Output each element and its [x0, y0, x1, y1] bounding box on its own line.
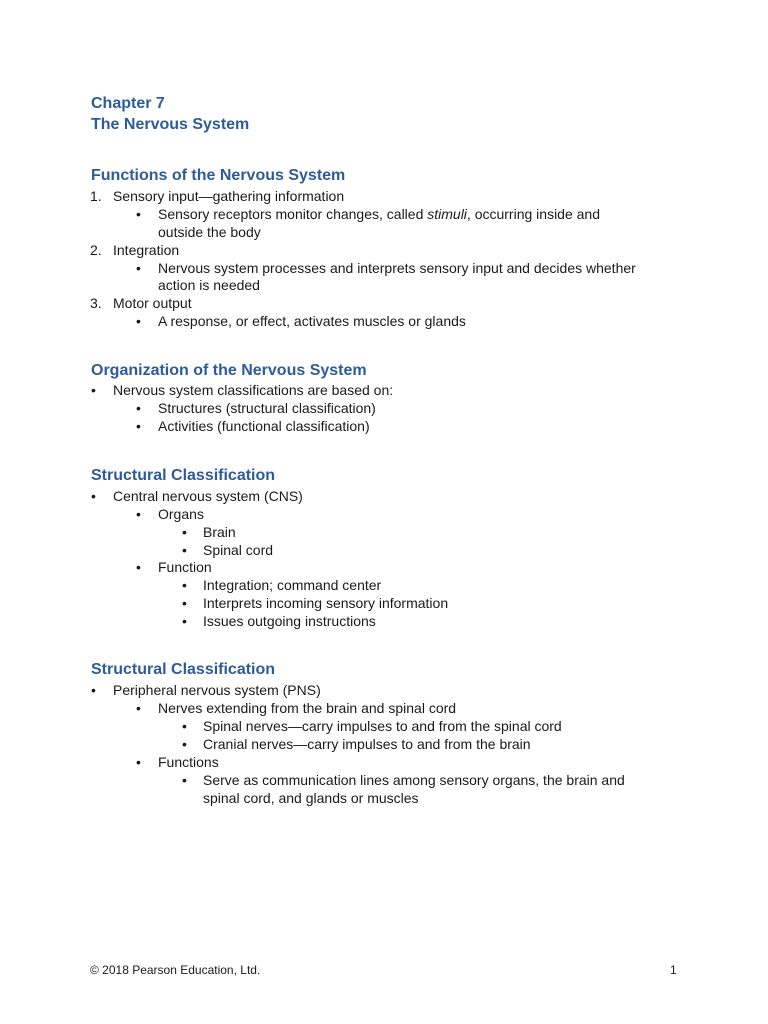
list-text: A response, or effect, activates muscles or glands	[158, 313, 466, 329]
list-text: Integration; command center	[203, 577, 382, 593]
section-heading-functions: Functions of the Nervous System	[91, 167, 346, 184]
list-text: Function	[158, 559, 212, 575]
bullet-marker: •	[136, 506, 141, 522]
list-text: Nervous system processes and interprets sensory input and decides whether	[158, 260, 636, 276]
bullet-marker: •	[91, 382, 96, 398]
footer-copyright: © 2018 Pearson Education, Ltd.	[90, 963, 261, 977]
bullet-marker: •	[136, 400, 141, 416]
list-text: Issues outgoing instructions	[203, 613, 376, 629]
list-text: Peripheral nervous system (PNS)	[113, 682, 321, 698]
chapter-header	[91, 93, 249, 135]
chapter-title: The Nervous System	[91, 116, 250, 133]
list-text: spinal cord, and glands or muscles	[203, 790, 419, 806]
bullet-marker: •	[182, 595, 187, 611]
list-text: Brain	[203, 524, 236, 540]
section-heading-structural-cns: Structural Classification	[91, 467, 276, 484]
bullet-marker: •	[182, 577, 187, 593]
bullet-marker: •	[182, 718, 187, 734]
bullet-marker: •	[136, 260, 141, 276]
list-number: 3.	[90, 295, 102, 311]
list-text: Spinal cord	[203, 542, 274, 558]
emphasis-text: stimuli	[427, 206, 467, 222]
bullet-marker: •	[136, 206, 141, 222]
list-text: Serve as communication lines among sensory organs, the brain and	[203, 772, 625, 788]
bullet-marker: •	[182, 613, 187, 629]
bullet-marker: •	[136, 418, 141, 434]
list-text: Interprets incoming sensory information	[203, 595, 449, 611]
list-text: Motor output	[113, 295, 192, 311]
bullet-marker: •	[182, 542, 187, 558]
bullet-marker: •	[136, 559, 141, 575]
list-text: Organs	[158, 506, 204, 522]
list-text: action is needed	[158, 277, 260, 293]
bullet-marker: •	[182, 772, 187, 788]
bullet-marker: •	[91, 682, 96, 698]
list-text: Structures (structural classification)	[158, 400, 376, 416]
bullet-marker: •	[91, 488, 96, 504]
list-text: Functions	[158, 754, 219, 770]
bullet-marker: •	[136, 754, 141, 770]
list-text: Central nervous system (CNS)	[113, 488, 303, 504]
list-text: Integration	[113, 242, 180, 258]
section-heading-structural-pns: Structural Classification	[91, 661, 276, 678]
page-number: 1	[670, 963, 677, 977]
section-heading-organization: Organization of the Nervous System	[91, 362, 367, 379]
list-text: Spinal nerves—carry impulses to and from the spinal cord	[203, 718, 562, 734]
bullet-marker: •	[136, 700, 141, 716]
list-text: outside the body	[158, 224, 261, 240]
list-text: Activities (functional classification)	[158, 418, 370, 434]
list-text: Nerves extending from the brain and spinal cord	[158, 700, 457, 716]
chapter-number: Chapter 7	[91, 95, 165, 112]
bullet-marker: •	[136, 313, 141, 329]
list-text: Nervous system classifications are based on:	[113, 382, 394, 398]
bullet-marker: •	[182, 524, 187, 540]
list-number: 1.	[90, 188, 102, 204]
list-text: Cranial nerves—carry impulses to and from the brain	[203, 736, 531, 752]
list-number: 2.	[90, 242, 102, 258]
list-text: Sensory input—gathering information	[113, 188, 345, 204]
list-text: Sensory receptors monitor changes, called stimuli, occurring inside and	[158, 206, 600, 222]
bullet-marker: •	[182, 736, 187, 752]
